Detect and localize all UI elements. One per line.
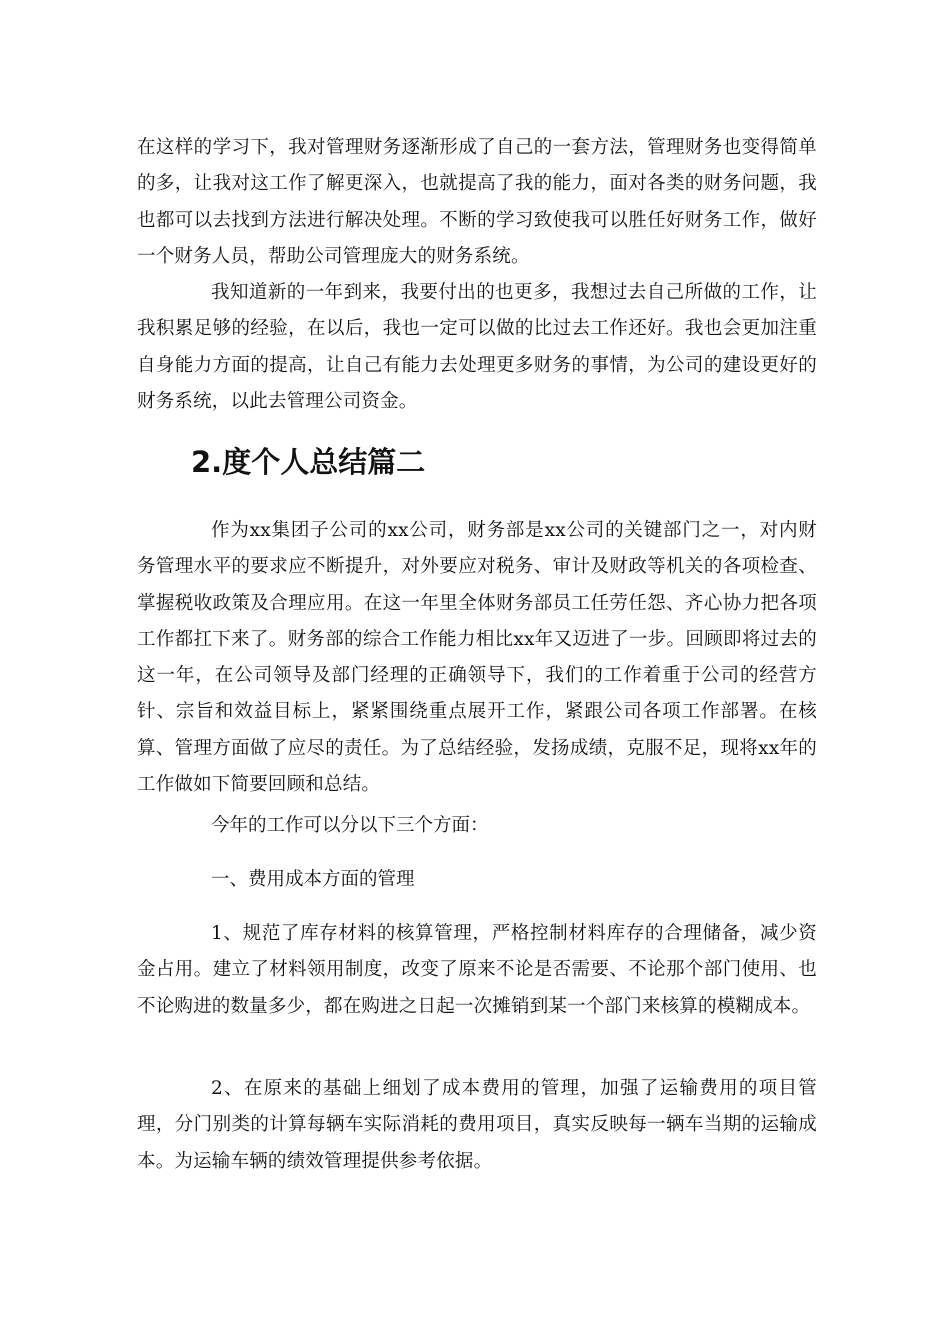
paragraph-4: 今年的工作可以分以下三个方面： bbox=[211, 815, 489, 836]
paragraph-6: 1、规范了库存材料的核算管理，严格控制材料库存的合理储备，减少资金占用。建立了材料领用制度，改变了原来不论是否需要、不论那个部门使用、也不论购进的数量多少，都在购进之日起一次摊销到某一个部门来核算的模糊成本。 bbox=[137, 923, 817, 1017]
paragraph-2: 我知道新的一年到来，我要付出的也更多，我想过去自己所做的工作，让我积累足够的经验，在以后，我也一定可以做的比过去工作还好。我也会更加注重自身能力方面的提高，让自己有能力去处理更多财务的事情，为公司的建设更好的财务系统，以此去管理公司资金。 bbox=[137, 282, 817, 412]
paragraph-3: 作为xx集团子公司的xx公司，财务部是xx公司的关键部门之一，对内财务管理水平的要求应不断提升，对外要应对税务、审计及财政等机关的各项检查、掌握税收政策及合理应用。在这一年里全体财务部员工任劳任怨、齐心协力把各项工作都扛下来了。财务部的综合工作能力相比xx年又迈进了一步。回顾即将过去的这一年，在公司领导及部门经理的正确领导下，我们的工作着重于公司的经营方针、宗旨和效益目标上，紧紧围绕重点展开工作，紧跟公司各项工作部署。在核算、管理方面做了应尽的责任。为了总结经验，发扬成绩，克服不足，现将xx年的工作做如下简要回顾和总结。 bbox=[137, 520, 817, 796]
paragraph-5: 一、费用成本方面的管理 bbox=[211, 869, 415, 890]
section-heading: 2.度个人总结篇二 bbox=[191, 445, 426, 479]
paragraph-1: 在这样的学习下，我对管理财务逐渐形成了自己的一套方法，管理财务也变得简单的多，让我对这工作了解更深入，也就提高了我的能力，面对各类的财务问题，我也都可以去找到方法进行解决处理。不断的学习致使我可以胜任好财务工作，做好一个财务人员，帮助公司管理庞大的财务系统。 bbox=[137, 137, 817, 267]
paragraph-7: 2、在原来的基础上细划了成本费用的管理，加强了运输费用的项目管理，分门别类的计算每辆车实际消耗的费用项目，真实反映每一辆车当期的运输成本。为运输车辆的绩效管理提供参考依据。 bbox=[137, 1078, 817, 1172]
